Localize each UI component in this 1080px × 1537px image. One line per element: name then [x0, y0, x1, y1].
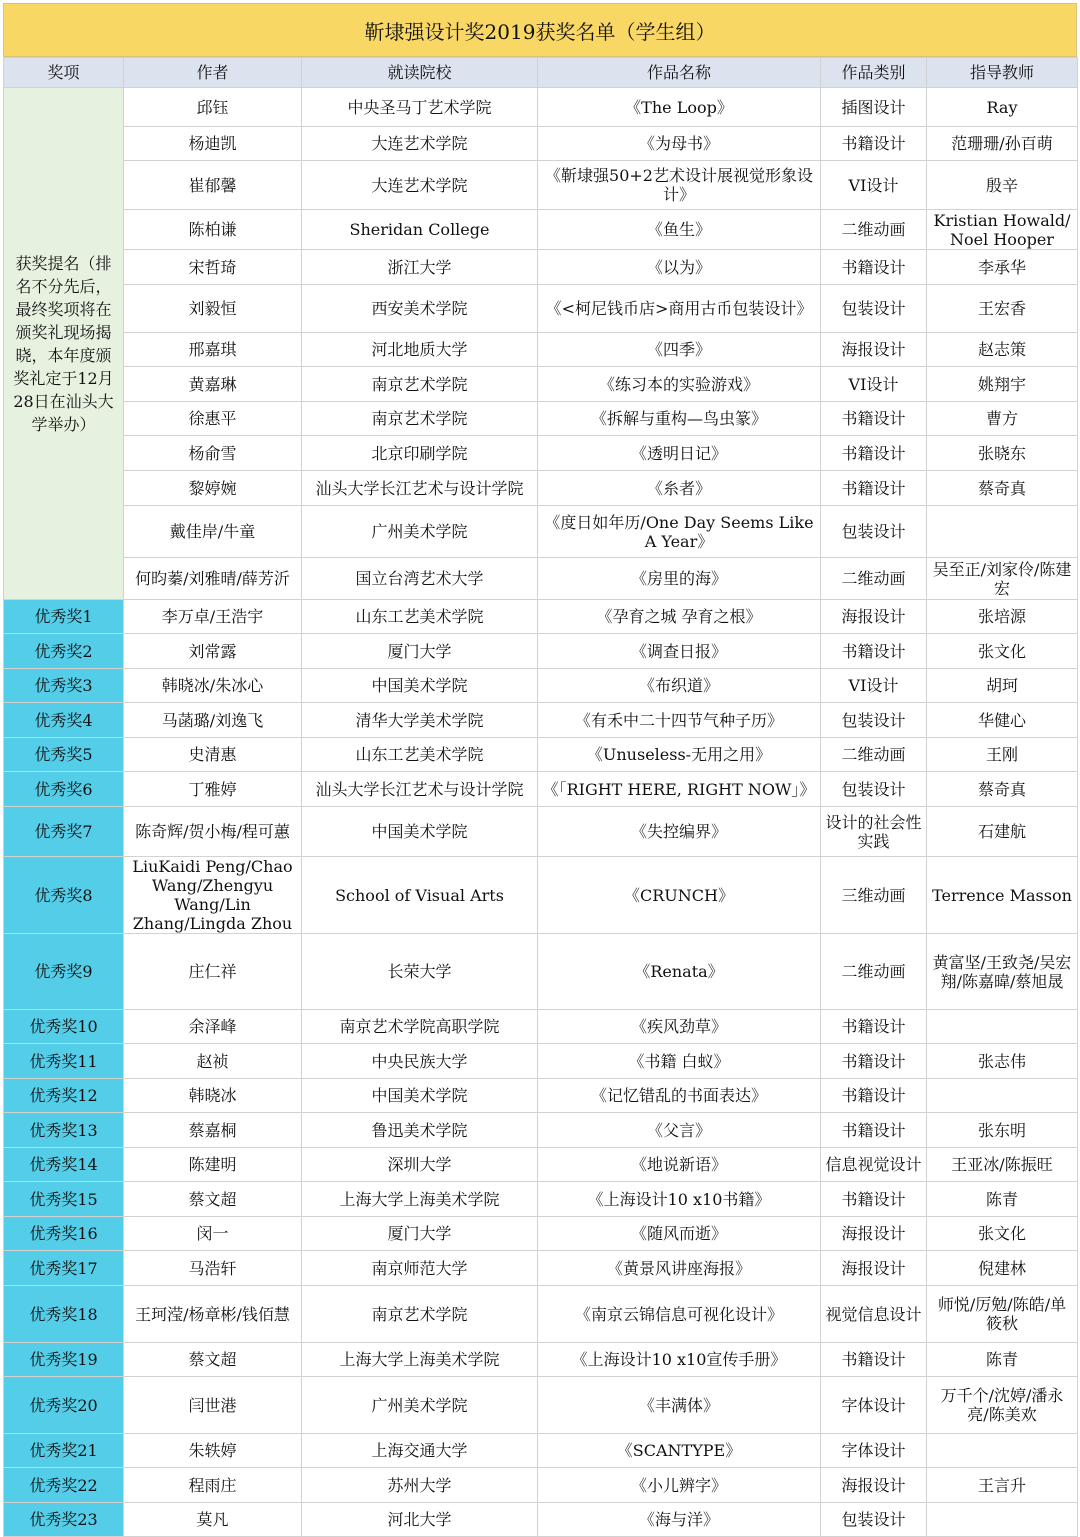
- work-cell: 《鱼生》: [538, 210, 821, 250]
- work-cell: 《透明日记》: [538, 436, 821, 471]
- award-cell: 优秀奖5: [4, 738, 124, 772]
- work-cell: 《南京云锦信息可视化设计》: [538, 1286, 821, 1343]
- work-cell: 《小儿辨字》: [538, 1468, 821, 1503]
- work-cell: 《The Loop》: [538, 88, 821, 127]
- work-cell: 《<柯尼钱币店>商用古币包装设计》: [538, 285, 821, 333]
- author-cell: 赵祯: [124, 1044, 302, 1079]
- table-row: [4, 1148, 1078, 1182]
- category-cell: 书籍设计: [821, 402, 927, 436]
- school-cell: 上海大学上海美术学院: [302, 1343, 538, 1377]
- work-cell: 《度日如年历/One Day Seems Like A Year》: [538, 506, 821, 558]
- table-row: [4, 1251, 1078, 1286]
- table-row: [4, 250, 1078, 285]
- work-cell: 《Unuseless-无用之用》: [538, 738, 821, 772]
- school-cell: 厦门大学: [302, 634, 538, 669]
- author-cell: 崔郁馨: [124, 161, 302, 210]
- table-row: [4, 669, 1078, 703]
- school-cell: 中央民族大学: [302, 1044, 538, 1079]
- author-cell: 杨俞雪: [124, 436, 302, 471]
- nominee-category-cell: 获奖提名（排名不分先后，最终奖项将在颁奖礼现场揭晓，本年度颁奖礼定于12月28日在汕头大学举办）: [4, 88, 124, 600]
- category-cell: 插图设计: [821, 88, 927, 127]
- teacher-cell: 张志伟: [927, 1044, 1078, 1079]
- table-row: [4, 857, 1078, 934]
- school-cell: 河北大学: [302, 1503, 538, 1537]
- category-cell: 二维动画: [821, 558, 927, 600]
- work-cell: 《「RIGHT HERE, RIGHT NOW」》: [538, 772, 821, 807]
- work-cell: 《随风而逝》: [538, 1217, 821, 1251]
- teacher-cell: [927, 1010, 1078, 1044]
- school-cell: 大连艺术学院: [302, 127, 538, 161]
- table-row: [4, 1079, 1078, 1113]
- category-cell: 设计的社会性实践: [821, 807, 927, 857]
- award-cell: 优秀奖13: [4, 1113, 124, 1148]
- author-cell: 史清惠: [124, 738, 302, 772]
- award-cell: 优秀奖14: [4, 1148, 124, 1182]
- category-cell: 二维动画: [821, 210, 927, 250]
- author-cell: 朱轶婷: [124, 1434, 302, 1468]
- teacher-cell: 华健心: [927, 703, 1078, 738]
- work-cell: 《地说新语》: [538, 1148, 821, 1182]
- award-cell: 优秀奖21: [4, 1434, 124, 1468]
- table-row: [4, 772, 1078, 807]
- table-row: [4, 1434, 1078, 1468]
- category-cell: 书籍设计: [821, 1182, 927, 1217]
- author-cell: 王珂滢/杨章彬/钱佰慧: [124, 1286, 302, 1343]
- school-cell: 南京艺术学院: [302, 1286, 538, 1343]
- work-cell: 《记忆错乱的书面表达》: [538, 1079, 821, 1113]
- teacher-cell: 殷辛: [927, 161, 1078, 210]
- author-cell: 闫世港: [124, 1377, 302, 1434]
- author-cell: 马浩轩: [124, 1251, 302, 1286]
- header-school: 就读院校: [302, 58, 538, 88]
- teacher-cell: [927, 1503, 1078, 1537]
- school-cell: 中国美术学院: [302, 1079, 538, 1113]
- teacher-cell: 陈青: [927, 1343, 1078, 1377]
- work-cell: 《疾风劲草》: [538, 1010, 821, 1044]
- category-cell: 海报设计: [821, 1217, 927, 1251]
- award-table-body: [4, 88, 1078, 1537]
- school-cell: 汕头大学长江艺术与设计学院: [302, 772, 538, 807]
- teacher-cell: 王亚冰/陈振旺: [927, 1148, 1078, 1182]
- author-cell: 程雨庄: [124, 1468, 302, 1503]
- category-cell: 书籍设计: [821, 250, 927, 285]
- teacher-cell: 张文化: [927, 1217, 1078, 1251]
- teacher-cell: Terrence Masson: [927, 857, 1078, 934]
- table-row: [4, 1113, 1078, 1148]
- table-row: [4, 333, 1078, 367]
- school-cell: 长荣大学: [302, 934, 538, 1010]
- table-row: [4, 1217, 1078, 1251]
- award-cell: 优秀奖2: [4, 634, 124, 669]
- category-cell: 包装设计: [821, 772, 927, 807]
- teacher-cell: 赵志策: [927, 333, 1078, 367]
- school-cell: 苏州大学: [302, 1468, 538, 1503]
- header-work: 作品名称: [538, 58, 821, 88]
- work-cell: 《布织道》: [538, 669, 821, 703]
- school-cell: 广州美术学院: [302, 1377, 538, 1434]
- category-cell: 海报设计: [821, 1251, 927, 1286]
- author-cell: 邱钰: [124, 88, 302, 127]
- school-cell: 中央圣马丁艺术学院: [302, 88, 538, 127]
- school-cell: 中国美术学院: [302, 669, 538, 703]
- category-cell: 字体设计: [821, 1434, 927, 1468]
- category-cell: 书籍设计: [821, 1343, 927, 1377]
- work-cell: 《拆解与重构—鸟虫篆》: [538, 402, 821, 436]
- category-cell: 包装设计: [821, 506, 927, 558]
- teacher-cell: 曹方: [927, 402, 1078, 436]
- work-cell: 《孕育之城 孕育之根》: [538, 600, 821, 634]
- category-cell: 书籍设计: [821, 471, 927, 506]
- award-cell: 优秀奖12: [4, 1079, 124, 1113]
- award-cell: 优秀奖3: [4, 669, 124, 703]
- table-row: [4, 1286, 1078, 1343]
- school-cell: School of Visual Arts: [302, 857, 538, 934]
- teacher-cell: 范珊珊/孙百萌: [927, 127, 1078, 161]
- table-row: [4, 1182, 1078, 1217]
- table-row: [4, 88, 1078, 127]
- school-cell: 清华大学美术学院: [302, 703, 538, 738]
- teacher-cell: 王刚: [927, 738, 1078, 772]
- category-cell: 书籍设计: [821, 127, 927, 161]
- category-cell: 海报设计: [821, 333, 927, 367]
- category-cell: 包装设计: [821, 703, 927, 738]
- table-row: [4, 127, 1078, 161]
- work-cell: 《为母书》: [538, 127, 821, 161]
- teacher-cell: 胡珂: [927, 669, 1078, 703]
- author-cell: 黄嘉琳: [124, 367, 302, 402]
- teacher-cell: 石建航: [927, 807, 1078, 857]
- school-cell: 国立台湾艺术大学: [302, 558, 538, 600]
- work-cell: 《失控编界》: [538, 807, 821, 857]
- table-row: [4, 738, 1078, 772]
- school-cell: 南京艺术学院高职学院: [302, 1010, 538, 1044]
- work-cell: 《书籍 白蚁》: [538, 1044, 821, 1079]
- award-cell: 优秀奖19: [4, 1343, 124, 1377]
- table-row: [4, 285, 1078, 333]
- award-cell: 优秀奖23: [4, 1503, 124, 1537]
- work-cell: 《调查日报》: [538, 634, 821, 669]
- table-row: [4, 1468, 1078, 1503]
- table-row: [4, 210, 1078, 250]
- teacher-cell: [927, 1434, 1078, 1468]
- table-row: [4, 934, 1078, 1010]
- author-cell: 李万卓/王浩宇: [124, 600, 302, 634]
- award-cell: 优秀奖17: [4, 1251, 124, 1286]
- teacher-cell: 王宏香: [927, 285, 1078, 333]
- sheet-title: 靳埭强设计奖2019获奖名单（学生组）: [3, 3, 1077, 57]
- author-cell: 余泽峰: [124, 1010, 302, 1044]
- work-cell: 《CRUNCH》: [538, 857, 821, 934]
- author-cell: 徐惠平: [124, 402, 302, 436]
- teacher-cell: 陈青: [927, 1182, 1078, 1217]
- work-cell: 《房里的海》: [538, 558, 821, 600]
- award-cell: 优秀奖22: [4, 1468, 124, 1503]
- category-cell: 二维动画: [821, 738, 927, 772]
- award-table: [3, 57, 1078, 1537]
- category-cell: 包装设计: [821, 1503, 927, 1537]
- teacher-cell: 倪建林: [927, 1251, 1078, 1286]
- work-cell: 《有禾中二十四节气种子历》: [538, 703, 821, 738]
- school-cell: 山东工艺美术学院: [302, 738, 538, 772]
- header-author: 作者: [124, 58, 302, 88]
- award-cell: 优秀奖7: [4, 807, 124, 857]
- category-cell: 书籍设计: [821, 1113, 927, 1148]
- teacher-cell: 蔡奇真: [927, 772, 1078, 807]
- author-cell: 邢嘉琪: [124, 333, 302, 367]
- school-cell: 南京艺术学院: [302, 367, 538, 402]
- teacher-cell: Kristian Howald/ Noel Hooper: [927, 210, 1078, 250]
- category-cell: 包装设计: [821, 285, 927, 333]
- author-cell: 蔡文超: [124, 1182, 302, 1217]
- school-cell: 北京印刷学院: [302, 436, 538, 471]
- school-cell: 厦门大学: [302, 1217, 538, 1251]
- work-cell: 《丰满体》: [538, 1377, 821, 1434]
- header-award: 奖项: [4, 58, 124, 88]
- author-cell: 韩晓冰/朱冰心: [124, 669, 302, 703]
- author-cell: LiuKaidi Peng/Chao Wang/Zhengyu Wang/Lin Zhang/Lingda Zhou: [124, 857, 302, 934]
- author-cell: 陈柏谦: [124, 210, 302, 250]
- category-cell: 海报设计: [821, 1468, 927, 1503]
- school-cell: 鲁迅美术学院: [302, 1113, 538, 1148]
- work-cell: 《糸者》: [538, 471, 821, 506]
- header-row: [4, 58, 1078, 88]
- category-cell: 三维动画: [821, 857, 927, 934]
- author-cell: 蔡嘉桐: [124, 1113, 302, 1148]
- work-cell: 《黄景风讲座海报》: [538, 1251, 821, 1286]
- category-cell: 信息视觉设计: [821, 1148, 927, 1182]
- work-cell: 《父言》: [538, 1113, 821, 1148]
- school-cell: 大连艺术学院: [302, 161, 538, 210]
- school-cell: 汕头大学长江艺术与设计学院: [302, 471, 538, 506]
- teacher-cell: 姚翔宇: [927, 367, 1078, 402]
- work-cell: 《上海设计10 x10宣传手册》: [538, 1343, 821, 1377]
- award-cell: 优秀奖15: [4, 1182, 124, 1217]
- award-cell: 优秀奖20: [4, 1377, 124, 1434]
- category-cell: 书籍设计: [821, 1079, 927, 1113]
- table-row: [4, 558, 1078, 600]
- table-row: [4, 600, 1078, 634]
- author-cell: 陈奇辉/贺小梅/程可蕙: [124, 807, 302, 857]
- table-row: [4, 807, 1078, 857]
- teacher-cell: [927, 1079, 1078, 1113]
- category-cell: 书籍设计: [821, 634, 927, 669]
- header-category: 作品类别: [821, 58, 927, 88]
- work-cell: 《上海设计10 x10书籍》: [538, 1182, 821, 1217]
- work-cell: 《海与洋》: [538, 1503, 821, 1537]
- table-row: [4, 506, 1078, 558]
- school-cell: Sheridan College: [302, 210, 538, 250]
- author-cell: 黎婷婉: [124, 471, 302, 506]
- teacher-cell: 张培源: [927, 600, 1078, 634]
- author-cell: 刘常露: [124, 634, 302, 669]
- author-cell: 闵一: [124, 1217, 302, 1251]
- school-cell: 南京师范大学: [302, 1251, 538, 1286]
- teacher-cell: Ray: [927, 88, 1078, 127]
- work-cell: 《SCANTYPE》: [538, 1434, 821, 1468]
- teacher-cell: 张文化: [927, 634, 1078, 669]
- author-cell: 马菡璐/刘逸飞: [124, 703, 302, 738]
- header-teacher: 指导教师: [927, 58, 1078, 88]
- teacher-cell: [927, 506, 1078, 558]
- award-cell: 优秀奖4: [4, 703, 124, 738]
- category-cell: VI设计: [821, 161, 927, 210]
- author-cell: 莫凡: [124, 1503, 302, 1537]
- author-cell: 丁雅婷: [124, 772, 302, 807]
- table-row: [4, 1377, 1078, 1434]
- award-cell: 优秀奖11: [4, 1044, 124, 1079]
- author-cell: 戴佳岸/牛童: [124, 506, 302, 558]
- author-cell: 庄仁祥: [124, 934, 302, 1010]
- school-cell: 浙江大学: [302, 250, 538, 285]
- table-row: [4, 703, 1078, 738]
- table-row: [4, 367, 1078, 402]
- work-cell: 《练习本的实验游戏》: [538, 367, 821, 402]
- table-row: [4, 436, 1078, 471]
- school-cell: 南京艺术学院: [302, 402, 538, 436]
- category-cell: VI设计: [821, 669, 927, 703]
- work-cell: 《以为》: [538, 250, 821, 285]
- school-cell: 河北地质大学: [302, 333, 538, 367]
- work-cell: 《Renata》: [538, 934, 821, 1010]
- teacher-cell: 李承华: [927, 250, 1078, 285]
- table-row: [4, 471, 1078, 506]
- award-cell: 优秀奖18: [4, 1286, 124, 1343]
- author-cell: 韩晓冰: [124, 1079, 302, 1113]
- category-cell: 海报设计: [821, 600, 927, 634]
- teacher-cell: 师悦/厉勉/陈皓/单筱秋: [927, 1286, 1078, 1343]
- award-cell: 优秀奖10: [4, 1010, 124, 1044]
- category-cell: 书籍设计: [821, 1010, 927, 1044]
- award-cell: 优秀奖16: [4, 1217, 124, 1251]
- work-cell: 《四季》: [538, 333, 821, 367]
- table-row: [4, 402, 1078, 436]
- teacher-cell: 张东明: [927, 1113, 1078, 1148]
- teacher-cell: 蔡奇真: [927, 471, 1078, 506]
- school-cell: 上海交通大学: [302, 1434, 538, 1468]
- teacher-cell: 万千个/沈婷/潘永亮/陈美欢: [927, 1377, 1078, 1434]
- award-cell: 优秀奖6: [4, 772, 124, 807]
- award-cell: 优秀奖9: [4, 934, 124, 1010]
- school-cell: 深圳大学: [302, 1148, 538, 1182]
- school-cell: 山东工艺美术学院: [302, 600, 538, 634]
- school-cell: 西安美术学院: [302, 285, 538, 333]
- teacher-cell: 吴至正/刘家伶/陈建宏: [927, 558, 1078, 600]
- award-cell: 优秀奖1: [4, 600, 124, 634]
- table-row: [4, 1343, 1078, 1377]
- author-cell: 何昀蓁/刘雅晴/薛芳沂: [124, 558, 302, 600]
- teacher-cell: 黄富坚/王致尧/吴宏翔/陈嘉暐/蔡旭晟: [927, 934, 1078, 1010]
- table-row: [4, 161, 1078, 210]
- category-cell: 字体设计: [821, 1377, 927, 1434]
- school-cell: 上海大学上海美术学院: [302, 1182, 538, 1217]
- category-cell: VI设计: [821, 367, 927, 402]
- category-cell: 二维动画: [821, 934, 927, 1010]
- school-cell: 广州美术学院: [302, 506, 538, 558]
- table-row: [4, 1010, 1078, 1044]
- table-row: [4, 1044, 1078, 1079]
- school-cell: 中国美术学院: [302, 807, 538, 857]
- table-row: [4, 1503, 1078, 1537]
- author-cell: 蔡文超: [124, 1343, 302, 1377]
- table-row: [4, 634, 1078, 669]
- author-cell: 宋哲琦: [124, 250, 302, 285]
- author-cell: 刘毅恒: [124, 285, 302, 333]
- work-cell: 《靳埭强50+2艺术设计展视觉形象设计》: [538, 161, 821, 210]
- author-cell: 陈建明: [124, 1148, 302, 1182]
- teacher-cell: 张晓东: [927, 436, 1078, 471]
- teacher-cell: 王言升: [927, 1468, 1078, 1503]
- category-cell: 书籍设计: [821, 1044, 927, 1079]
- award-cell: 优秀奖8: [4, 857, 124, 934]
- category-cell: 书籍设计: [821, 436, 927, 471]
- award-sheet: [3, 3, 1077, 1537]
- category-cell: 视觉信息设计: [821, 1286, 927, 1343]
- author-cell: 杨迪凯: [124, 127, 302, 161]
